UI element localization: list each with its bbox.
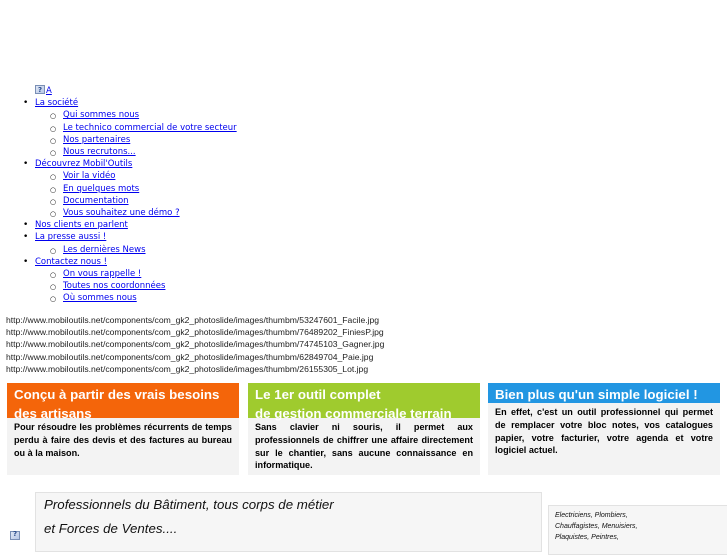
feature-card-text: En effet, c'est un outil professionnel qui permet de remplacer votre bloc notes, vos catalogues papier, votre facturier, votre agenda et votre logiciel actuel. bbox=[495, 407, 713, 456]
menu-link-recrutons[interactable]: Nous recrutons... bbox=[63, 147, 136, 158]
feature-card-header bbox=[488, 383, 720, 403]
menu-item bbox=[63, 195, 237, 207]
feature-card-title-line: Le 1er outil complet bbox=[255, 387, 381, 402]
menu-link-demo[interactable]: Vous souhaitez une démo ? bbox=[63, 208, 180, 219]
menu-link-clients[interactable]: Nos clients en parlent bbox=[35, 220, 128, 231]
feature-card-logiciel bbox=[488, 383, 720, 475]
feature-card-artisans bbox=[7, 383, 239, 475]
menu-item bbox=[63, 207, 237, 219]
menu-item bbox=[63, 122, 237, 134]
feature-card-gestion bbox=[248, 383, 480, 475]
slogan-line: Professionnels du Bâtiment, tous corps de métier bbox=[44, 497, 334, 512]
menu-item bbox=[63, 268, 237, 280]
menu-link-rappelle[interactable]: On vous rappelle ! bbox=[63, 269, 142, 280]
broken-image-icon bbox=[35, 85, 45, 94]
menu-link-coordonnees[interactable]: Toutes nos coordonnées bbox=[63, 281, 166, 292]
menu-root bbox=[0, 85, 237, 97]
menu-link-ou-sommes-nous[interactable]: Où sommes nous bbox=[63, 293, 137, 304]
menu-link-quelques-mots[interactable]: En quelques mots bbox=[63, 183, 140, 194]
menu-link-contact[interactable]: Contactez nous ! bbox=[35, 256, 107, 267]
menu-item bbox=[63, 146, 237, 158]
menu-item bbox=[63, 170, 237, 182]
feature-card-header bbox=[7, 383, 239, 421]
menu-link-societe[interactable]: La société bbox=[35, 98, 79, 109]
menu-section-clients bbox=[35, 219, 237, 231]
menu-root-link[interactable]: A bbox=[46, 86, 52, 96]
trades-line: Electriciens, Plombiers, bbox=[555, 512, 628, 519]
menu-item bbox=[63, 244, 237, 256]
trades-line: Chauffagistes, Menuisiers, bbox=[555, 523, 638, 530]
menu-item bbox=[63, 292, 237, 304]
menu-link-qui-sommes-nous[interactable]: Qui sommes nous bbox=[63, 110, 140, 121]
menu-item bbox=[63, 183, 237, 195]
menu-link-presse[interactable]: La presse aussi ! bbox=[35, 232, 107, 243]
slogan-line: et Forces de Ventes.... bbox=[44, 521, 178, 536]
menu-section-societe bbox=[35, 97, 237, 109]
feature-card-title-line: de gestion commerciale terrain bbox=[255, 406, 452, 421]
main-menu bbox=[0, 85, 237, 305]
slogan-box bbox=[35, 492, 542, 552]
trades-line: Plaquistes, Peintres, bbox=[555, 534, 619, 541]
image-url: http://www.mobiloutils.net/components/com_gk2_photoslide/images/thumbm/26155305_Lot.jpg bbox=[6, 363, 369, 374]
image-url: http://www.mobiloutils.net/components/com_gk2_photoslide/images/thumbm/53247601_Facile.jpg bbox=[6, 315, 380, 325]
feature-card-text: Pour résoudre les problèmes récurrents de temps perdu à faire des devis et des factures au bureau ou à la maison. bbox=[14, 422, 232, 458]
feature-card-title-line: Bien plus qu'un simple logiciel ! bbox=[495, 387, 698, 402]
menu-section-presse bbox=[35, 231, 237, 243]
menu-section-decouvrez bbox=[35, 158, 237, 170]
menu-link-decouvrez[interactable]: Découvrez Mobil'Outils bbox=[35, 159, 133, 170]
menu-link-documentation[interactable]: Documentation bbox=[63, 195, 129, 206]
menu-link-video[interactable]: Voir la vidéo bbox=[63, 171, 116, 182]
trades-list bbox=[548, 505, 727, 555]
feature-card-header bbox=[248, 383, 480, 421]
menu-item bbox=[63, 134, 237, 146]
menu-section-contact bbox=[35, 256, 237, 268]
feature-card-title-line: des artisans bbox=[14, 406, 92, 421]
image-url-list bbox=[6, 314, 384, 375]
menu-item bbox=[63, 109, 237, 121]
menu-item bbox=[63, 280, 237, 292]
menu-link-news[interactable]: Les dernières News bbox=[63, 244, 146, 255]
menu-link-technico[interactable]: Le technico commercial de votre secteur bbox=[63, 122, 237, 133]
image-url: http://www.mobiloutils.net/components/com_gk2_photoslide/images/thumbm/62849704_Paie.jpg bbox=[6, 351, 374, 362]
feature-card-text: Sans clavier ni souris, il permet aux professionnels de chiffrer une affaire directement sur le chantier, sans aucune connaissance en informatique. bbox=[255, 422, 473, 471]
image-url: http://www.mobiloutils.net/components/com_gk2_photoslide/images/thumbm/74745103_Gagner.jpg bbox=[6, 339, 385, 350]
menu-link-partenaires[interactable]: Nos partenaires bbox=[63, 134, 131, 145]
feature-card-title-line: Conçu à partir des vrais besoins bbox=[14, 387, 220, 402]
image-url: http://www.mobiloutils.net/components/com_gk2_photoslide/images/thumbm/76489202_FiniesP.jpg bbox=[6, 327, 384, 338]
broken-image-icon bbox=[10, 531, 20, 540]
